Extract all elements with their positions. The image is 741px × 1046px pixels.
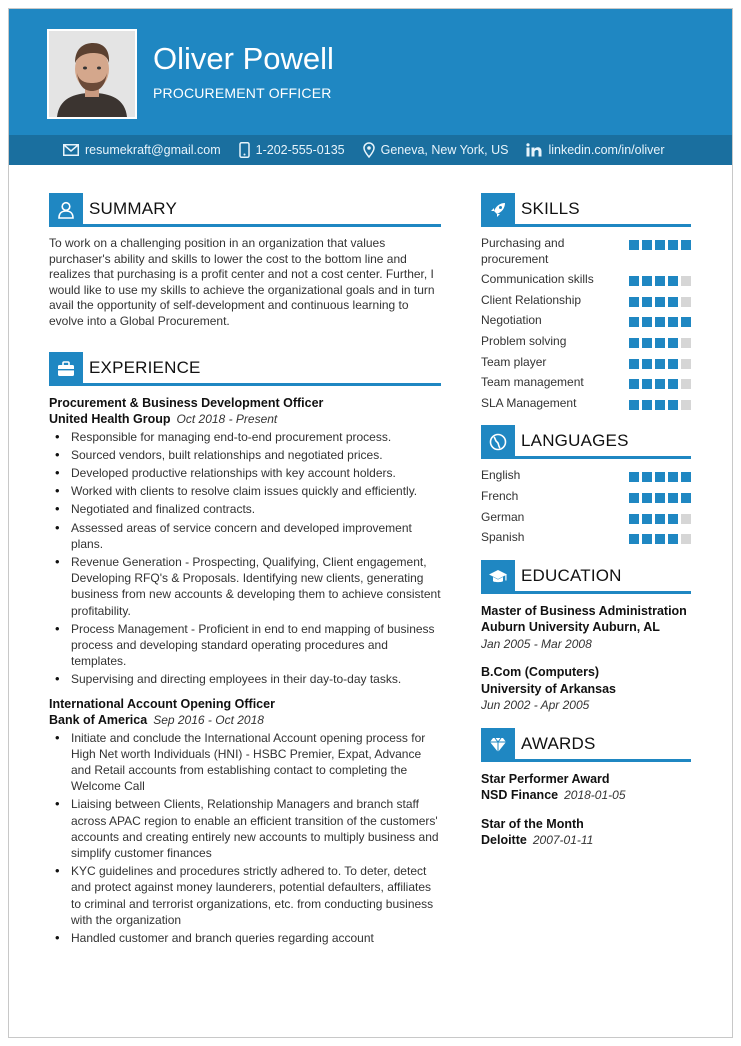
job-title: International Account Opening Officer [49,696,275,711]
summary-title: SUMMARY [89,199,177,218]
rating-dot-filled [642,297,652,307]
rating-dot-filled [655,379,665,389]
user-icon [49,193,83,227]
education-dates: Jan 2005 - Mar 2008 [481,636,592,651]
education-school: Auburn University Auburn, AL [481,620,660,635]
globe-icon [481,425,515,459]
section-underline [83,224,441,227]
rating-dot-filled [668,240,678,250]
language-item [481,510,691,526]
job-bullet: • Process Management - Proficient in end to end mapping of business process and developing standard operating procedures and templates. [49,621,441,670]
section-underline [83,383,441,386]
summary-text: To work on a challenging position in an organization that values purchaser's ability and skills to lower the cost to the bottom line and realizes that purchasing is a profit center and not a cost center. Further, I would like to use my skills to achieve the organizational goals and in turn avail the opportunity of self-development and continuous learning to evolve into a Global Procurement. [49,236,435,328]
rating-dots [629,313,691,327]
rating-dot-empty [681,359,691,369]
education-entry [481,664,691,714]
rating-dots [629,510,691,524]
award-org: NSD Finance [481,788,559,803]
language-item [481,489,691,505]
rating-dot-filled [655,534,665,544]
job-company: United Health Group [49,411,171,426]
rating-dot-filled [629,379,639,389]
rating-dot-empty [681,534,691,544]
rating-dot-filled [642,276,652,286]
rating-dot-filled [668,493,678,503]
rating-dot-filled [642,379,652,389]
language-item-name: English [481,468,521,483]
skills-title: SKILLS [521,199,580,218]
job-bullet: • Handled customer and branch queries regarding account [49,930,441,946]
rating-dots [629,293,691,307]
rating-dot-filled [668,297,678,307]
rating-dot-filled [668,514,678,524]
rating-dot-filled [681,240,691,250]
rating-dot-filled [642,534,652,544]
rating-dot-filled [668,359,678,369]
skill-item-name: Team player [481,354,547,369]
rating-dot-filled [655,297,665,307]
location-pin-icon [363,142,375,158]
contact-linkedin[interactable] [526,143,664,157]
rating-dot-filled [629,400,639,410]
rating-dot-empty [681,276,691,286]
education-heading [481,560,691,594]
experience-title: EXPERIENCE [89,357,201,377]
contact-email[interactable] [63,143,221,157]
resume-page [8,8,733,1038]
rating-dot-filled [655,338,665,348]
right-column [481,193,691,861]
award-date: 2018-01-05 [564,788,626,803]
rating-dot-filled [642,514,652,524]
section-underline [515,759,691,762]
rating-dot-filled [681,493,691,503]
education-degree: Master of Business Administration [481,603,687,618]
job-bullet: • Supervising and directing employees in their day-to-day tasks. [49,671,441,687]
section-underline [515,224,691,227]
phone-text: 1-202-555-0135 [255,143,345,157]
rating-dot-filled [629,240,639,250]
rating-dot-filled [642,400,652,410]
contact-location [363,142,509,158]
skill-item-name: Team management [481,375,584,390]
rating-dot-filled [655,276,665,286]
rating-dot-filled [629,359,639,369]
award-entry [481,816,691,849]
skill-item [481,313,691,329]
skill-item [481,236,691,267]
avatar-image [49,31,135,117]
rating-dot-empty [681,400,691,410]
rating-dot-filled [668,400,678,410]
rating-dot-filled [629,297,639,307]
rating-dot-filled [681,472,691,482]
language-item [481,530,691,546]
job-bullet: • KYC guidelines and procedures strictly adhered to. To deter, detect and protect against money launderers, potential defaulters, affiliates to criminal and terrorist organizations, etc. from conducting business with the organization [49,863,441,928]
skill-item [481,375,691,391]
rating-dots [629,334,691,348]
languages-title: LANGUAGES [521,431,629,451]
skill-item-name: SLA Management [481,395,577,410]
language-item-name: French [481,488,519,503]
rating-dot-filled [629,338,639,348]
experience-heading [49,352,441,386]
rating-dot-filled [642,493,652,503]
education-entry [481,603,691,653]
skill-item-name: Negotiation [481,313,542,328]
skill-item-name: Purchasing and procurement [481,236,565,266]
rating-dot-filled [668,276,678,286]
skill-item [481,355,691,371]
rating-dots [629,355,691,369]
language-item-name: German [481,509,525,524]
education-dates: Jun 2002 - Apr 2005 [481,698,590,713]
rating-dots [629,489,691,503]
rating-dot-filled [668,338,678,348]
phone-icon [239,142,250,158]
rating-dot-filled [655,514,665,524]
rating-dots [629,468,691,482]
rating-dot-filled [642,359,652,369]
rating-dot-filled [642,240,652,250]
rating-dot-filled [629,534,639,544]
job-bullet: • Revenue Generation - Prospecting, Qualifying, Client engagement, Developing RFQ's & Proposals. Identifying new clients, generating business from new accounts & developing them to achieve consistent profitability. [49,554,441,619]
profile-photo [47,29,137,119]
contact-phone[interactable] [239,142,345,158]
job-bullet: • Responsible for managing end-to-end procurement process. [49,429,441,445]
award-date: 2007-01-11 [532,833,594,848]
languages-list [481,468,691,545]
award-org: Deloitte [481,833,527,848]
award-org-line [481,787,691,804]
languages-heading [481,425,691,459]
education-list [481,603,691,714]
linkedin-icon [526,143,542,157]
job-company-line [49,712,441,728]
briefcase-icon [49,352,83,386]
section-underline [515,591,691,594]
linkedin-text: linkedin.com/in/oliver [548,143,665,157]
job-company: Bank of America [49,712,148,727]
job-bullet: • Negotiated and finalized contracts. [49,501,441,517]
job-bullet: • Worked with clients to resolve claim issues quickly and efficiently. [49,483,441,499]
rating-dot-filled [681,317,691,327]
rating-dot-filled [629,317,639,327]
job-bullet: • Developed productive relationships with key account holders. [49,465,441,481]
education-title: EDUCATION [521,565,622,585]
job-entry [49,696,441,947]
job-bullet: • Liaising between Clients, Relationship Managers and branch staff across APAC region to enable an efficient transition of the customers' accounts and creating entirely new accounts to multiply business and simplify customer finances [49,796,441,861]
rocket-icon [481,193,515,227]
rating-dot-filled [668,472,678,482]
skill-item [481,334,691,350]
candidate-name: Oliver Powell [153,41,334,76]
envelope-icon [63,144,79,156]
job-title: Procurement & Business Development Officer [49,395,324,410]
rating-dot-filled [655,359,665,369]
language-item [481,468,691,484]
rating-dot-filled [655,472,665,482]
skills-list [481,236,691,411]
skill-item-name: Client Relationship [481,292,582,307]
section-underline [515,456,691,459]
rating-dot-filled [655,240,665,250]
rating-dot-filled [629,472,639,482]
location-text: Geneva, New York, US [380,143,509,157]
skill-item [481,396,691,412]
rating-dot-filled [668,317,678,327]
left-column [49,193,441,954]
rating-dot-filled [629,276,639,286]
awards-list [481,771,691,849]
skill-item [481,293,691,309]
rating-dot-empty [681,297,691,307]
rating-dots [629,396,691,410]
award-org-line [481,832,691,849]
job-bullet: • Sourced vendors, built relationships and negotiated prices. [49,447,441,463]
job-company-line [49,411,441,427]
skill-item [481,272,691,288]
job-bullet: • Assessed areas of service concern and developed improvement plans. [49,520,441,552]
rating-dot-filled [655,493,665,503]
rating-dot-filled [642,472,652,482]
email-text: resumekraft@gmail.com [85,143,221,157]
experience-list [49,395,441,947]
language-item-name: Spanish [481,530,525,545]
skill-item-name: Communication skills [481,272,594,287]
contact-bar [9,135,733,165]
rating-dot-filled [629,493,639,503]
rating-dots [629,530,691,544]
candidate-title: PROCUREMENT OFFICER [153,85,332,101]
rating-dots [629,236,691,250]
graduation-cap-icon [481,560,515,594]
job-entry [49,395,441,688]
summary-heading [49,193,441,227]
education-school: University of Arkansas [481,681,617,696]
job-bullet: • Initiate and conclude the International Account opening process for High Net worth Individuals (HNI) - HSBC Premier, Expat, Advance and Retail accounts from establishing contact to completing the Welcome Call [49,730,441,795]
rating-dot-empty [681,514,691,524]
rating-dot-filled [629,514,639,524]
rating-dot-filled [668,379,678,389]
job-bullet-list [49,429,441,688]
rating-dot-empty [681,379,691,389]
rating-dots [629,272,691,286]
rating-dot-empty [681,338,691,348]
skill-item-name: Problem solving [481,333,567,348]
awards-title: AWARDS [521,733,596,753]
resume-header [9,9,733,135]
diamond-icon [481,728,515,762]
award-title: Star of the Month [481,816,584,831]
education-degree: B.Com (Computers) [481,665,600,680]
skills-heading [481,193,691,227]
job-dates: Sep 2016 - Oct 2018 [153,712,264,727]
job-bullet-list [49,730,441,947]
award-title: Star Performer Award [481,771,610,786]
rating-dot-filled [655,317,665,327]
job-dates: Oct 2018 - Present [176,411,278,426]
rating-dots [629,375,691,389]
rating-dot-filled [655,400,665,410]
rating-dot-filled [642,317,652,327]
award-entry [481,771,691,804]
rating-dot-filled [668,534,678,544]
awards-heading [481,728,691,762]
rating-dot-filled [642,338,652,348]
